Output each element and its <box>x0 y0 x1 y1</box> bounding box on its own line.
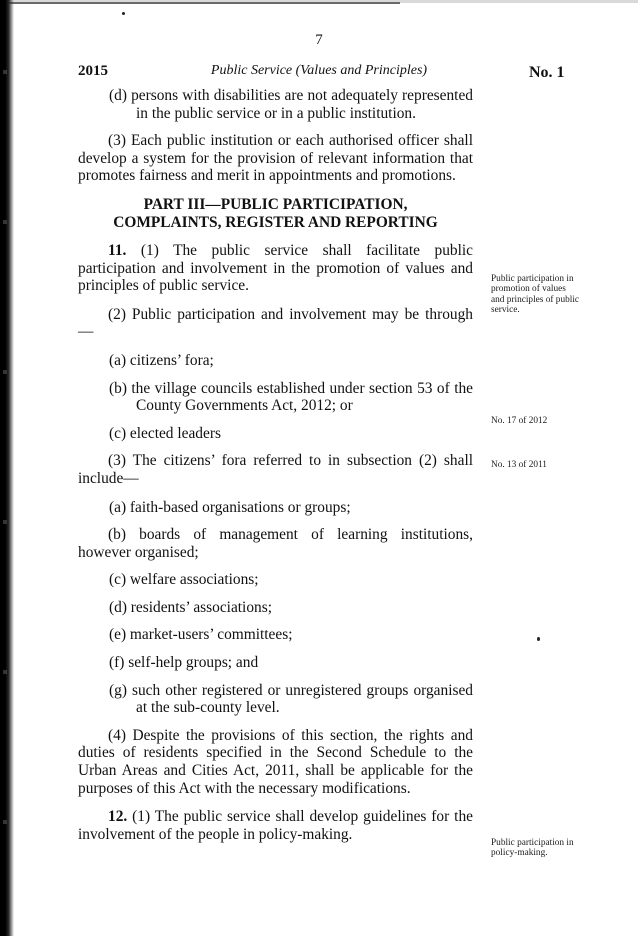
scan-speck <box>122 12 125 15</box>
clause-item: (a) faith-based organisations or groups; <box>109 498 351 516</box>
clause-item: (a) citizens’ fora; <box>109 351 214 369</box>
subsection: (3) The citizens’ fora referred to in subsection (2) shall include— <box>78 452 473 487</box>
subsection: (2) Public participation and involvement may be through— <box>78 305 473 341</box>
clause-item: (c) elected leaders <box>109 424 221 442</box>
clause-item: (e) market-users’ committees; <box>109 626 293 644</box>
running-title: Public Service (Values and Principles) <box>210 63 428 78</box>
part-heading <box>78 196 473 232</box>
act-number: No. 1 <box>529 64 565 81</box>
scan-speck <box>537 637 540 641</box>
section-number: 11. <box>108 241 127 259</box>
margin-note: Public participation in promotion of values and principles of public service. <box>491 274 580 315</box>
margin-note: No. 17 of 2012 <box>491 416 548 426</box>
page-number: 7 <box>315 32 323 48</box>
scan-rule-top <box>0 2 400 4</box>
margin-note: Public participation in policy-making. <box>491 838 574 859</box>
clause-item: (b) the village councils established under section 53 of the County Governments Act, 2012; or <box>109 379 473 415</box>
section-text: (1) The public service shall facilitate public participation and involvement in the promotion of values and principles of public service. <box>78 241 473 295</box>
part-heading-line: COMPLAINTS, REGISTER AND REPORTING <box>113 213 438 231</box>
header-year: 2015 <box>78 63 108 79</box>
body-text <box>78 87 473 854</box>
subsection: (3) Each public institution or each authorised officer shall develop a system for the provision of relevant information that promotes fairness and merit in appointments and promotions. <box>78 132 473 185</box>
clause-item: (d) persons with disabilities are not adequately represented in the public service or in a public institution. <box>109 87 473 122</box>
part-heading-line: PART III—PUBLIC PARTICIPATION, <box>143 195 408 213</box>
clause-item: (b) boards of management of learning institutions, however organised; <box>78 526 473 561</box>
section-number: 12. <box>108 808 128 826</box>
subsection: (4) Despite the provisions of this section, the rights and duties of residents specified in the Second Schedule to the Urban Areas and Cities Act, 2011, shall be applicable for the purposes of this Act with the necessary modifications. <box>78 726 473 797</box>
section-12 <box>78 808 473 843</box>
clause-item: (c) welfare associations; <box>109 571 259 589</box>
clause-item: (d) residents’ associations; <box>109 598 272 616</box>
margin-note: No. 13 of 2011 <box>491 460 547 470</box>
clause-item: (g) such other registered or unregistered groups organised at the sub-county level. <box>109 681 473 717</box>
section-11 <box>78 242 473 295</box>
scan-edge-texture <box>3 0 7 936</box>
clause-item: (f) self-help groups; and <box>109 654 259 672</box>
section-text: (1) The public service shall develop guidelines for the involvement of the people in policy-making. <box>78 808 473 843</box>
